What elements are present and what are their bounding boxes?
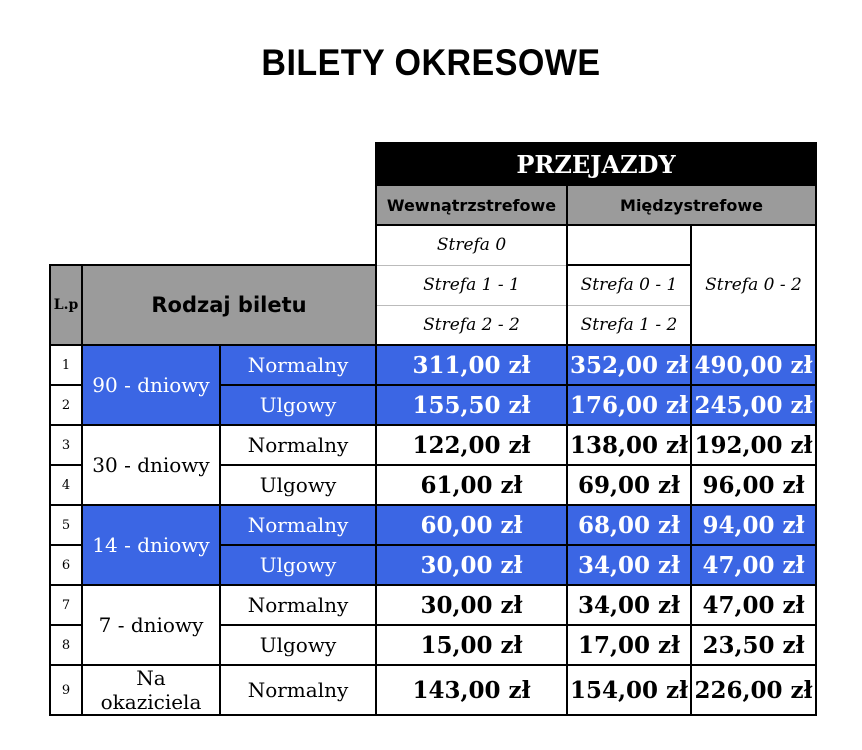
ticket-variant: Normalny [220, 585, 376, 625]
table-row [50, 425, 816, 465]
price-strefa-0-2: 23,50 zł [691, 625, 816, 665]
row-number: 2 [50, 385, 82, 425]
price-strefa-0-1: 352,00 zł [567, 345, 691, 385]
price-wewnatrzstrefowe: 61,00 zł [376, 465, 567, 505]
price-wewnatrzstrefowe: 30,00 zł [376, 545, 567, 585]
price-strefa-0-2: 47,00 zł [691, 545, 816, 585]
zone-2-2-header: Strefa 2 - 2 [376, 305, 567, 345]
miedzystrefowe-header: Międzystrefowe [567, 185, 816, 225]
zone-empty-cell [567, 225, 691, 265]
price-strefa-0-2: 226,00 zł [691, 665, 816, 715]
ticket-variant: Normalny [220, 505, 376, 545]
zone-1-2-header: Strefa 1 - 2 [567, 305, 691, 345]
ticket-variant: Normalny [220, 665, 376, 715]
price-wewnatrzstrefowe: 311,00 zł [376, 345, 567, 385]
price-strefa-0-1: 154,00 zł [567, 665, 691, 715]
price-strefa-0-1: 34,00 zł [567, 545, 691, 585]
ticket-kind: 14 - dniowy [82, 505, 220, 585]
ticket-kind: 90 - dniowy [82, 345, 220, 425]
zone-0-1-header: Strefa 0 - 1 [567, 265, 691, 305]
zone-0-2-header: Strefa 0 - 2 [691, 225, 816, 345]
price-strefa-0-2: 96,00 zł [691, 465, 816, 505]
row-number: 5 [50, 505, 82, 545]
wewnatrzstrefowe-header: Wewnątrzstrefowe [376, 185, 567, 225]
row-number: 9 [50, 665, 82, 715]
price-strefa-0-1: 68,00 zł [567, 505, 691, 545]
table-row [50, 585, 816, 625]
price-strefa-0-2: 192,00 zł [691, 425, 816, 465]
price-wewnatrzstrefowe: 155,50 zł [376, 385, 567, 425]
ticket-variant: Ulgowy [220, 545, 376, 585]
przejazdy-header: PRZEJAZDY [376, 143, 816, 185]
fare-table [49, 142, 817, 716]
ticket-variant: Ulgowy [220, 465, 376, 505]
row-number: 1 [50, 345, 82, 385]
table-row [50, 505, 816, 545]
page-title: BILETY OKRESOWE [261, 42, 601, 83]
price-wewnatrzstrefowe: 30,00 zł [376, 585, 567, 625]
row-number: 4 [50, 465, 82, 505]
ticket-kind: Na okaziciela [82, 665, 220, 715]
price-strefa-0-1: 69,00 zł [567, 465, 691, 505]
rodzaj-biletu-header: Rodzaj biletu [82, 265, 376, 345]
price-strefa-0-1: 34,00 zł [567, 585, 691, 625]
price-strefa-0-2: 490,00 zł [691, 345, 816, 385]
zone-0-header: Strefa 0 [376, 225, 567, 265]
price-strefa-0-2: 47,00 zł [691, 585, 816, 625]
row-number: 3 [50, 425, 82, 465]
ticket-kind: 30 - dniowy [82, 425, 220, 505]
row-number: 6 [50, 545, 82, 585]
ticket-variant: Normalny [220, 425, 376, 465]
price-strefa-0-1: 176,00 zł [567, 385, 691, 425]
price-strefa-0-1: 138,00 zł [567, 425, 691, 465]
price-wewnatrzstrefowe: 143,00 zł [376, 665, 567, 715]
price-strefa-0-2: 245,00 zł [691, 385, 816, 425]
row-number: 7 [50, 585, 82, 625]
price-wewnatrzstrefowe: 15,00 zł [376, 625, 567, 665]
price-strefa-0-1: 17,00 zł [567, 625, 691, 665]
ticket-kind: 7 - dniowy [82, 585, 220, 665]
table-row [50, 665, 816, 715]
row-number: 8 [50, 625, 82, 665]
price-wewnatrzstrefowe: 60,00 zł [376, 505, 567, 545]
zone-1-1-header: Strefa 1 - 1 [376, 265, 567, 305]
lp-header: L.p [50, 265, 82, 345]
ticket-variant: Ulgowy [220, 385, 376, 425]
table-row [50, 345, 816, 385]
ticket-variant: Ulgowy [220, 625, 376, 665]
ticket-variant: Normalny [220, 345, 376, 385]
price-wewnatrzstrefowe: 122,00 zł [376, 425, 567, 465]
price-strefa-0-2: 94,00 zł [691, 505, 816, 545]
